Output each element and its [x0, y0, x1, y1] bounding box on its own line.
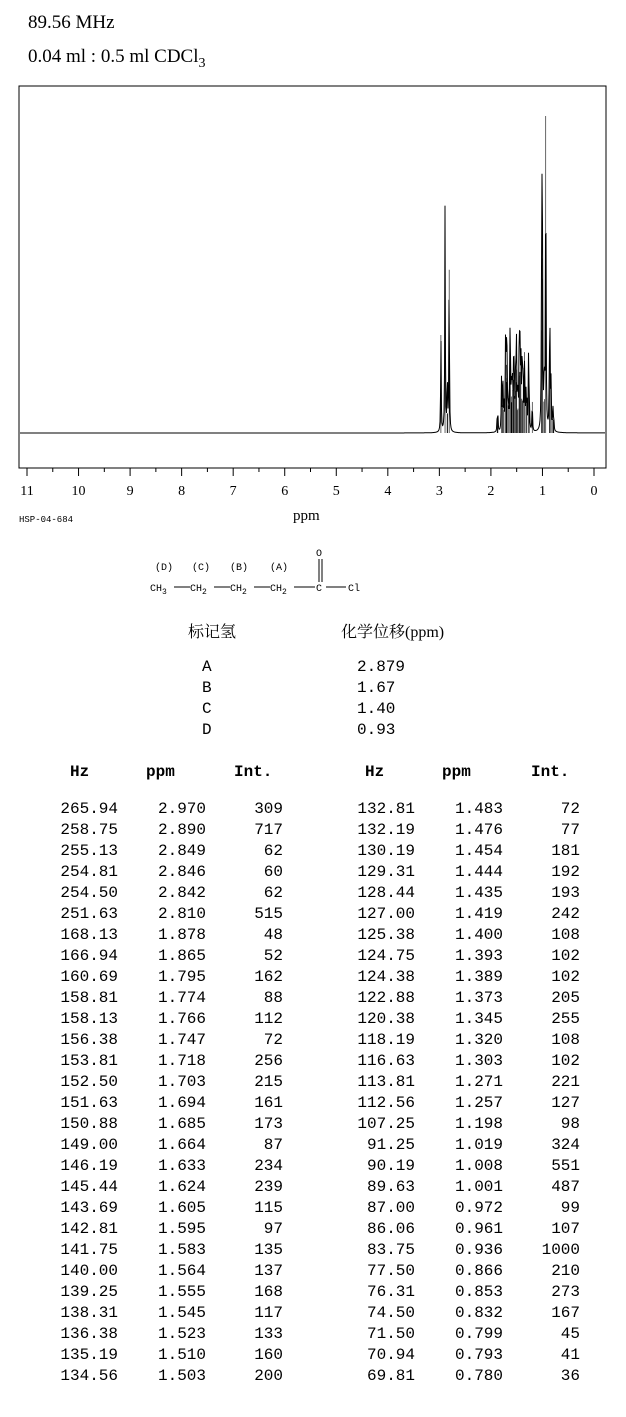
- hz-cell: 71.50: [366, 1325, 415, 1343]
- ppm-cell: 1.795: [157, 968, 206, 986]
- x-tick-label: 7: [229, 484, 237, 499]
- ppm-cell: 1.766: [157, 1010, 206, 1028]
- hz-cell: 86.06: [366, 1220, 415, 1238]
- spectrum-trace: [20, 174, 605, 433]
- assignment-shift: 2.879: [357, 658, 406, 676]
- int-cell: 108: [551, 1031, 580, 1049]
- hz-cell: 255.13: [60, 842, 118, 860]
- int-cell: 97: [263, 1220, 283, 1238]
- hz-cell: 124.38: [357, 968, 415, 986]
- int-cell: 107: [551, 1220, 580, 1238]
- ppm-cell: 1.624: [157, 1178, 206, 1196]
- int-cell: 221: [551, 1073, 580, 1091]
- int-cell: 256: [254, 1052, 283, 1070]
- int-cell: 181: [551, 842, 580, 860]
- ppm-header: ppm: [442, 763, 471, 781]
- ppm-cell: 0.972: [454, 1199, 503, 1217]
- hz-cell: 156.38: [60, 1031, 118, 1049]
- ppm-cell: 0.780: [454, 1367, 503, 1385]
- ppm-cell: 1.685: [157, 1115, 206, 1133]
- int-cell: 112: [254, 1010, 283, 1028]
- ppm-cell: 1.865: [157, 947, 206, 965]
- sample-concentration: [28, 46, 206, 72]
- hz-cell: 74.50: [366, 1304, 415, 1322]
- ppm-cell: 1.373: [454, 989, 503, 1007]
- int-cell: 200: [254, 1367, 283, 1385]
- int-cell: 52: [263, 947, 283, 965]
- ppm-cell: 1.444: [454, 863, 503, 881]
- ppm-cell: 0.961: [454, 1220, 503, 1238]
- hz-cell: 122.88: [357, 989, 415, 1007]
- x-tick-label: 8: [178, 484, 186, 499]
- hz-cell: 69.81: [366, 1367, 415, 1385]
- hz-cell: 145.44: [60, 1178, 118, 1196]
- ppm-cell: 0.799: [454, 1325, 503, 1343]
- hz-cell: 135.19: [60, 1346, 118, 1364]
- hz-cell: 90.19: [366, 1157, 415, 1175]
- int-cell: 98: [560, 1115, 580, 1133]
- x-tick-label: 5: [332, 484, 340, 499]
- int-cell: 717: [254, 821, 283, 839]
- int-cell: 205: [551, 989, 580, 1007]
- hz-cell: 254.81: [60, 863, 118, 881]
- int-cell: 87: [263, 1136, 283, 1154]
- hz-cell: 132.81: [357, 800, 415, 818]
- hz-cell: 160.69: [60, 968, 118, 986]
- assignment-label: D: [202, 721, 212, 739]
- ppm-cell: 2.842: [157, 884, 206, 902]
- hz-cell: 142.81: [60, 1220, 118, 1238]
- x-tick-label: 11: [20, 484, 34, 499]
- ppm-cell: 1.303: [454, 1052, 503, 1070]
- assignment-label: B: [202, 679, 212, 697]
- hz-cell: 146.19: [60, 1157, 118, 1175]
- assignment-header-shift: 化学位移(ppm): [341, 624, 445, 641]
- hz-cell: 136.38: [60, 1325, 118, 1343]
- ppm-cell: 1.257: [454, 1094, 503, 1112]
- ppm-cell: 1.320: [454, 1031, 503, 1049]
- ppm-cell: 1.419: [454, 905, 503, 923]
- ppm-cell: 1.001: [454, 1178, 503, 1196]
- int-cell: 88: [263, 989, 283, 1007]
- structure-group-ch2-b: $CH_2$: [230, 584, 247, 597]
- ppm-cell: 0.853: [454, 1283, 503, 1301]
- hz-header: Hz: [70, 763, 90, 781]
- hz-cell: 132.19: [357, 821, 415, 839]
- int-cell: 239: [254, 1178, 283, 1196]
- x-tick-label: 1: [538, 484, 546, 499]
- int-cell: 161: [254, 1094, 283, 1112]
- int-cell: 77: [560, 821, 580, 839]
- ppm-cell: 2.890: [157, 821, 206, 839]
- ppm-cell: 1.595: [157, 1220, 206, 1238]
- hz-cell: 125.38: [357, 926, 415, 944]
- ppm-cell: 1.703: [157, 1073, 206, 1091]
- int-cell: 173: [254, 1115, 283, 1133]
- hz-cell: 128.44: [357, 884, 415, 902]
- spectrum-code: HSP-04-684: [19, 515, 74, 525]
- ppm-cell: 1.454: [454, 842, 503, 860]
- ppm-cell: 1.545: [157, 1304, 206, 1322]
- ppm-cell: 1.510: [157, 1346, 206, 1364]
- hz-cell: 158.13: [60, 1010, 118, 1028]
- x-tick-label: 6: [281, 484, 289, 499]
- structure-label-a: (A): [270, 563, 289, 574]
- ppm-cell: 1.747: [157, 1031, 206, 1049]
- int-cell: 192: [551, 863, 580, 881]
- ppm-cell: 1.555: [157, 1283, 206, 1301]
- hz-cell: 251.63: [60, 905, 118, 923]
- int-cell: 309: [254, 800, 283, 818]
- int-cell: 45: [560, 1325, 580, 1343]
- hz-cell: 89.63: [366, 1178, 415, 1196]
- hz-cell: 113.81: [357, 1073, 415, 1091]
- ppm-cell: 1.198: [454, 1115, 503, 1133]
- ppm-cell: 2.810: [157, 905, 206, 923]
- int-cell: 108: [551, 926, 580, 944]
- ppm-cell: 1.435: [454, 884, 503, 902]
- int-cell: 515: [254, 905, 283, 923]
- assignment-label: A: [202, 658, 212, 676]
- int-cell: 1000: [541, 1241, 580, 1259]
- assignment-shift: 1.40: [357, 700, 396, 718]
- ppm-cell: 2.849: [157, 842, 206, 860]
- hz-cell: 83.75: [366, 1241, 415, 1259]
- x-axis-label: ppm: [293, 508, 320, 524]
- ppm-cell: 0.832: [454, 1304, 503, 1322]
- hz-cell: 120.38: [357, 1010, 415, 1028]
- int-cell: 72: [560, 800, 580, 818]
- hz-cell: 112.56: [357, 1094, 415, 1112]
- hz-cell: 138.31: [60, 1304, 118, 1322]
- structure-group-ch3: $CH_3$: [150, 584, 167, 597]
- ppm-cell: 1.271: [454, 1073, 503, 1091]
- nmr-spectrum-chart: [0, 80, 626, 505]
- hz-cell: 91.25: [366, 1136, 415, 1154]
- int-cell: 117: [254, 1304, 283, 1322]
- int-cell: 48: [263, 926, 283, 944]
- ppm-cell: 1.393: [454, 947, 503, 965]
- sample-concentration-subscript: 3: [198, 55, 206, 71]
- hz-header: Hz: [365, 763, 385, 781]
- ppm-cell: 1.633: [157, 1157, 206, 1175]
- hz-cell: 129.31: [357, 863, 415, 881]
- ppm-cell: 1.476: [454, 821, 503, 839]
- ppm-cell: 1.523: [157, 1325, 206, 1343]
- ppm-header: ppm: [146, 763, 175, 781]
- int-cell: 167: [551, 1304, 580, 1322]
- int-cell: 255: [551, 1010, 580, 1028]
- ppm-cell: 0.866: [454, 1262, 503, 1280]
- int-header: Int.: [234, 763, 273, 781]
- ppm-cell: 1.008: [454, 1157, 503, 1175]
- hz-cell: 130.19: [357, 842, 415, 860]
- int-cell: 273: [551, 1283, 580, 1301]
- ppm-cell: 2.846: [157, 863, 206, 881]
- ppm-cell: 1.345: [454, 1010, 503, 1028]
- int-cell: 62: [263, 842, 283, 860]
- hz-cell: 127.00: [357, 905, 415, 923]
- hz-cell: 140.00: [60, 1262, 118, 1280]
- hz-cell: 151.63: [60, 1094, 118, 1112]
- int-cell: 137: [254, 1262, 283, 1280]
- hz-cell: 168.13: [60, 926, 118, 944]
- structure-label-d: (D): [155, 563, 174, 574]
- assignment-header-hydrogen: 标记氢: [188, 624, 237, 641]
- assignment-label: C: [202, 700, 212, 718]
- x-tick-label: 4: [384, 484, 392, 499]
- hz-cell: 70.94: [366, 1346, 415, 1364]
- hz-cell: 124.75: [357, 947, 415, 965]
- structure-chlorine: Cl: [348, 584, 361, 595]
- spectrometer-frequency: 89.56 MHz: [28, 12, 115, 33]
- int-cell: 210: [551, 1262, 580, 1280]
- int-cell: 72: [263, 1031, 283, 1049]
- int-cell: 487: [551, 1178, 580, 1196]
- int-cell: 551: [551, 1157, 580, 1175]
- structure-label-c: (C): [192, 563, 211, 574]
- ppm-cell: 1.564: [157, 1262, 206, 1280]
- int-cell: 133: [254, 1325, 283, 1343]
- hz-cell: 143.69: [60, 1199, 118, 1217]
- ppm-cell: 1.400: [454, 926, 503, 944]
- hz-cell: 158.81: [60, 989, 118, 1007]
- ppm-cell: 2.970: [157, 800, 206, 818]
- hz-cell: 118.19: [357, 1031, 415, 1049]
- ppm-cell: 1.664: [157, 1136, 206, 1154]
- hz-cell: 150.88: [60, 1115, 118, 1133]
- int-cell: 135: [254, 1241, 283, 1259]
- ppm-cell: 1.019: [454, 1136, 503, 1154]
- hz-cell: 116.63: [357, 1052, 415, 1070]
- structure-oxygen: O: [316, 549, 323, 560]
- int-cell: 324: [551, 1136, 580, 1154]
- hz-cell: 254.50: [60, 884, 118, 902]
- hz-cell: 76.31: [366, 1283, 415, 1301]
- hz-cell: 87.00: [366, 1199, 415, 1217]
- hz-cell: 107.25: [357, 1115, 415, 1133]
- sample-concentration-text: 0.04 ml : 0.5 ml CDCl: [28, 46, 199, 67]
- hz-cell: 139.25: [60, 1283, 118, 1301]
- hz-cell: 149.00: [60, 1136, 118, 1154]
- x-tick-label: 3: [435, 484, 443, 499]
- int-cell: 168: [254, 1283, 283, 1301]
- int-cell: 36: [560, 1367, 580, 1385]
- ppm-cell: 1.605: [157, 1199, 206, 1217]
- x-tick-label: 2: [487, 484, 495, 499]
- hz-cell: 134.56: [60, 1367, 118, 1385]
- int-cell: 234: [254, 1157, 283, 1175]
- structure-group-ch2-a: $CH_2$: [270, 584, 287, 597]
- structure-carbon: C: [316, 584, 323, 595]
- hz-cell: 152.50: [60, 1073, 118, 1091]
- ppm-cell: 1.389: [454, 968, 503, 986]
- x-tick-label: 10: [71, 484, 86, 499]
- int-cell: 127: [551, 1094, 580, 1112]
- int-cell: 102: [551, 1052, 580, 1070]
- int-cell: 215: [254, 1073, 283, 1091]
- hz-cell: 258.75: [60, 821, 118, 839]
- assignment-shift: 1.67: [357, 679, 396, 697]
- int-cell: 62: [263, 884, 283, 902]
- int-cell: 193: [551, 884, 580, 902]
- structure-diagram: [150, 545, 390, 605]
- hz-cell: 265.94: [60, 800, 118, 818]
- ppm-cell: 1.583: [157, 1241, 206, 1259]
- hz-cell: 166.94: [60, 947, 118, 965]
- ppm-cell: 1.694: [157, 1094, 206, 1112]
- structure-group-ch2-c: $CH_2$: [190, 584, 207, 597]
- int-cell: 41: [560, 1346, 580, 1364]
- x-tick-label: 0: [590, 484, 598, 499]
- int-cell: 102: [551, 947, 580, 965]
- hz-cell: 77.50: [366, 1262, 415, 1280]
- ppm-cell: 1.878: [157, 926, 206, 944]
- int-header: Int.: [531, 763, 570, 781]
- int-cell: 162: [254, 968, 283, 986]
- ppm-cell: 0.936: [454, 1241, 503, 1259]
- hz-cell: 153.81: [60, 1052, 118, 1070]
- ppm-cell: 1.718: [157, 1052, 206, 1070]
- int-cell: 99: [560, 1199, 580, 1217]
- ppm-cell: 1.774: [157, 989, 206, 1007]
- ppm-cell: 0.793: [454, 1346, 503, 1364]
- int-cell: 115: [254, 1199, 283, 1217]
- hz-cell: 141.75: [60, 1241, 118, 1259]
- assignment-shift: 0.93: [357, 721, 396, 739]
- ppm-cell: 1.483: [454, 800, 503, 818]
- int-cell: 160: [254, 1346, 283, 1364]
- int-cell: 102: [551, 968, 580, 986]
- x-tick-label: 9: [126, 484, 134, 499]
- int-cell: 242: [551, 905, 580, 923]
- ppm-cell: 1.503: [157, 1367, 206, 1385]
- structure-label-b: (B): [230, 563, 249, 574]
- int-cell: 60: [263, 863, 283, 881]
